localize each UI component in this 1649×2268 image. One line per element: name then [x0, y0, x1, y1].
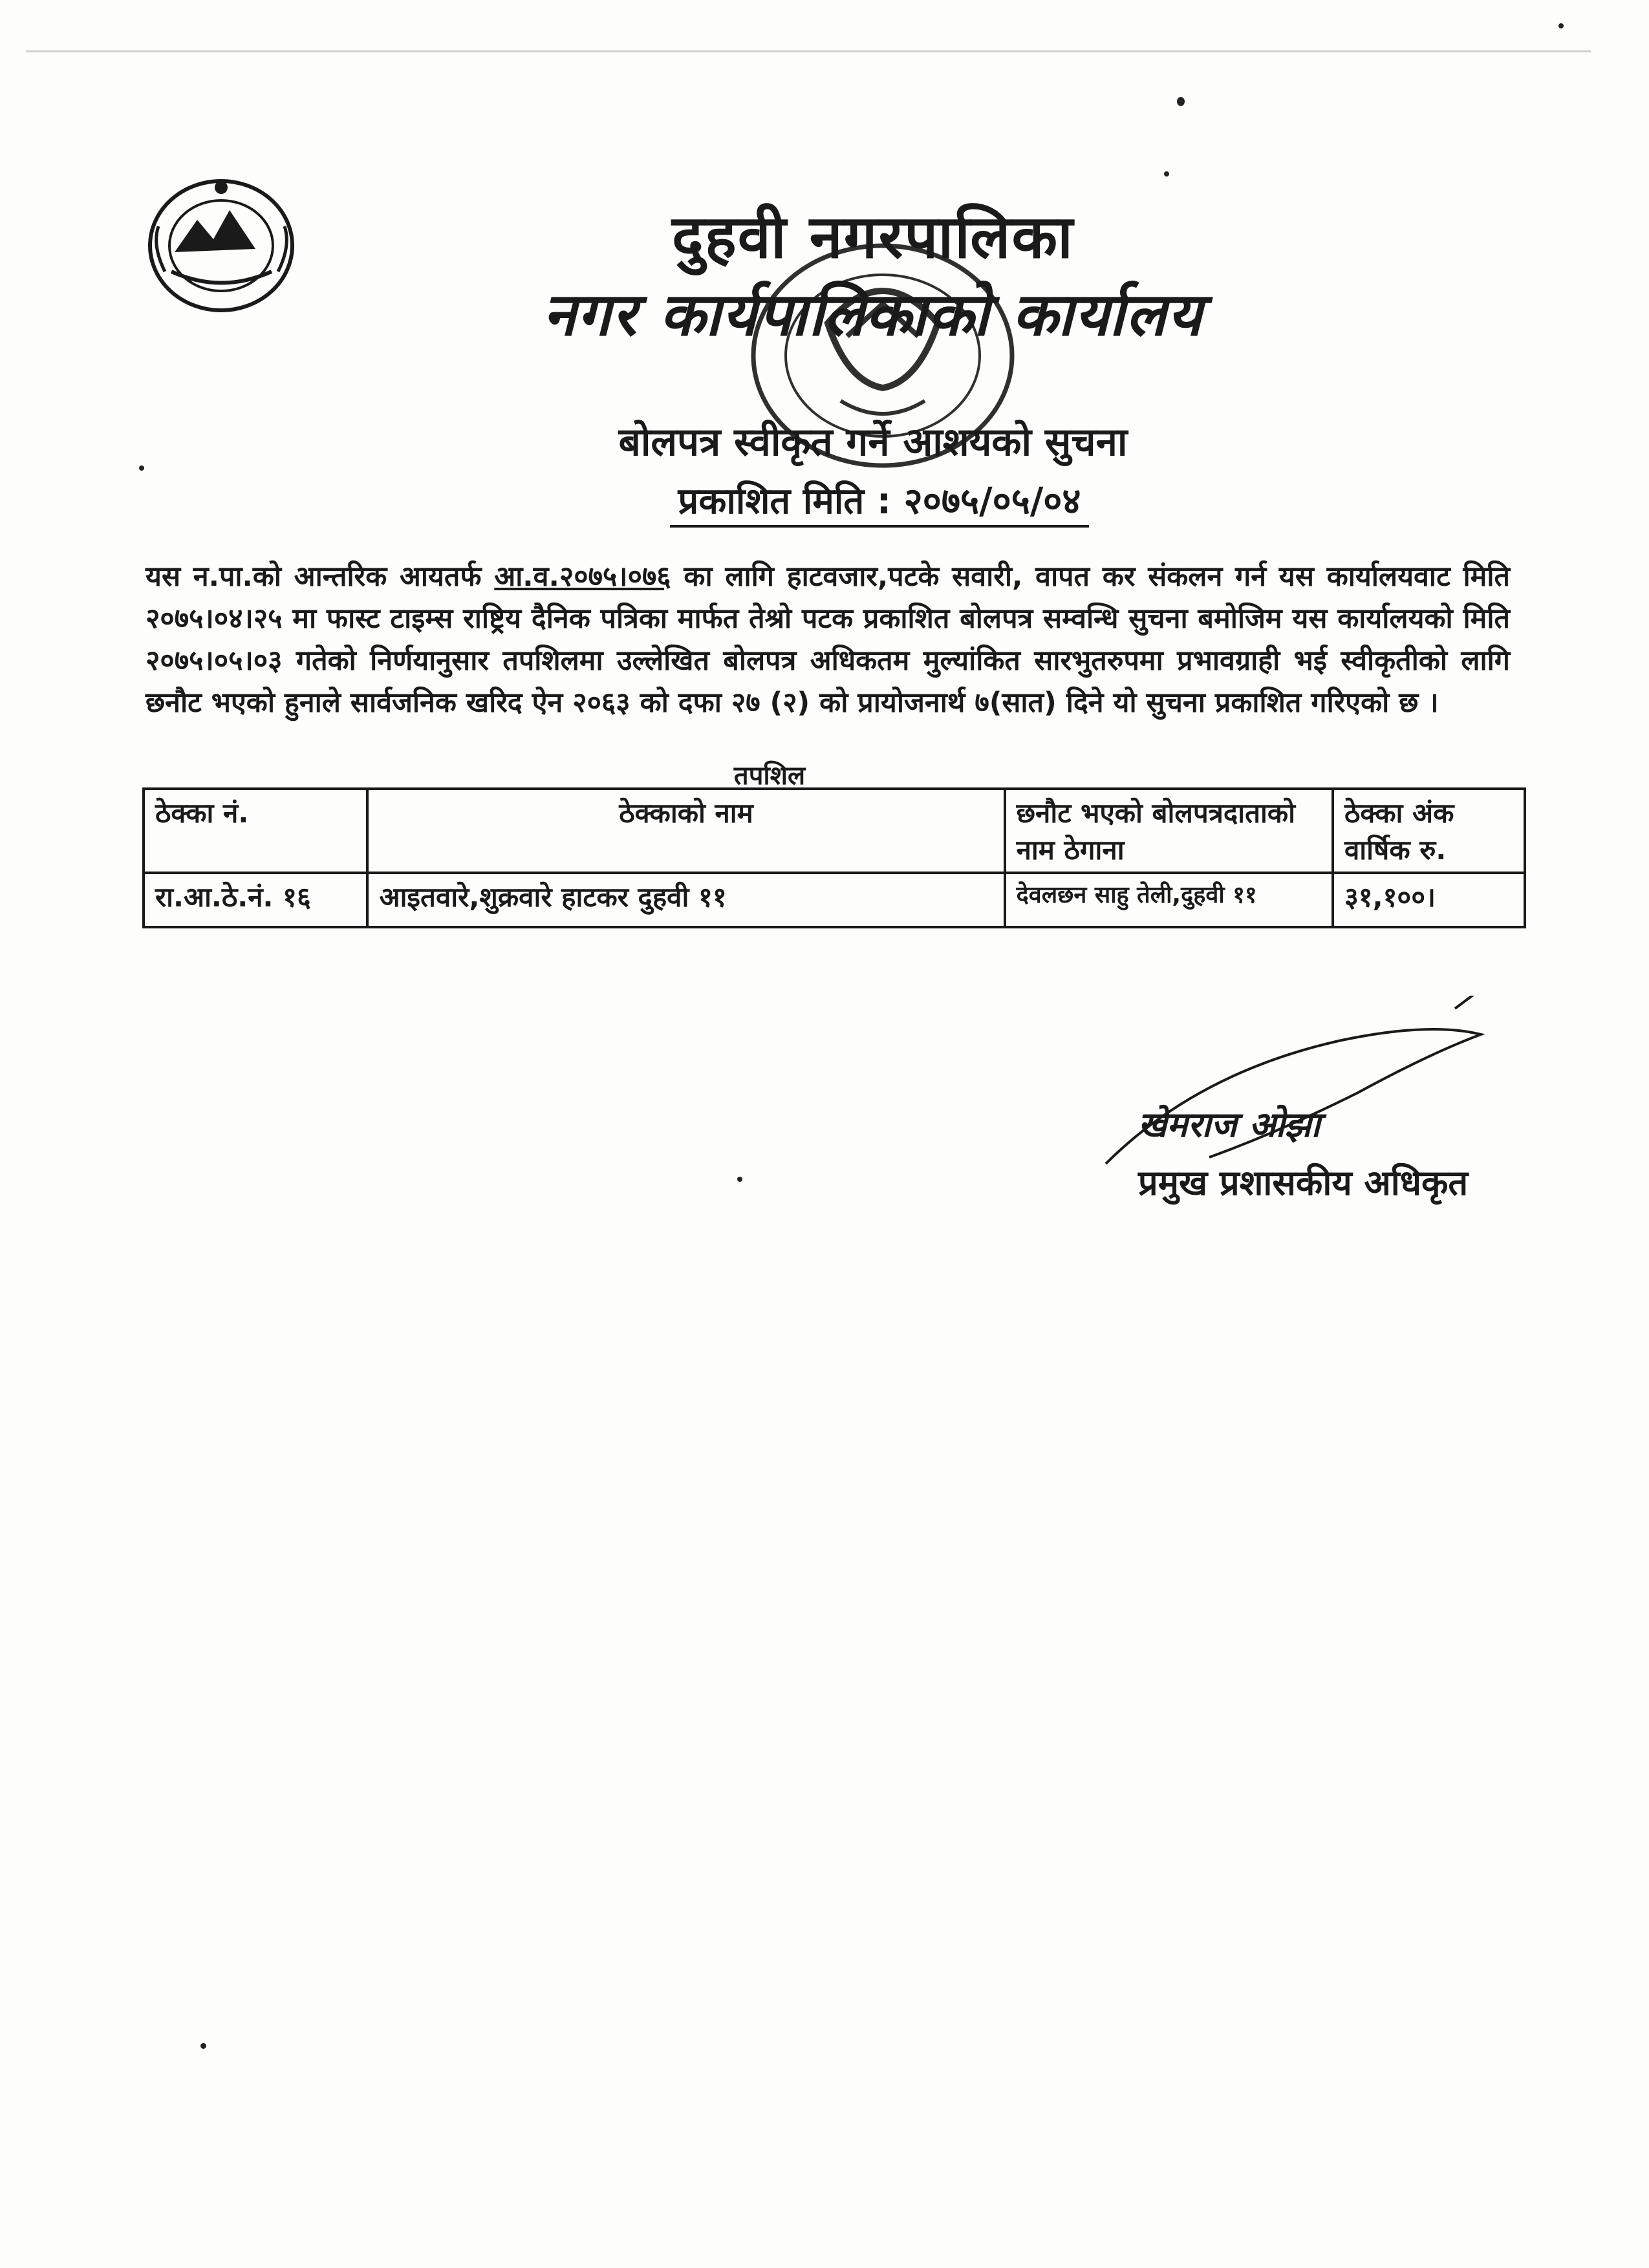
scan-speck	[1164, 171, 1169, 177]
published-date	[634, 475, 1125, 524]
scan-speck	[200, 2043, 206, 2049]
scan-speck	[737, 1177, 742, 1182]
body-text-2: का लागि हाटवजार,पटके सवारी, वापत कर संकलन गर्न यस कार्यालयवाट मिति २०७५।०४।२५ मा फास्ट टाइम्स राष्ट्रिय दैनिक पत्रिका मार्फत तेश्रो पटक प्रकाशित बोलपत्र सम्वन्धि सुचना बमोजिम यस कार्यालयको मिति २०७५।०५।०३ गतेको निर्णयानुसार तपशिलमा उल्लेखित बोलपत्र अधिकतम मुल्यांकित सारभुतरुपमा प्रभावग्राही भई स्वीकृतीको लागि छनौट भएको हुनाले सार्वजनिक खरिद ऐन २०६३ को दफा २७ (२) को प्रायोजनार्थ ७(सात) दिने यो सुचना प्रकाशित गरिएको छ ।	[146, 561, 1510, 719]
signatory-title: प्रमुख प्रशासकीय अधिकृत	[1138, 1162, 1469, 1203]
cell-bidder: देवलछन साहु तेली,दुहवी ११	[1005, 873, 1333, 927]
cell-contract-number: रा.आ.ठे.नं. १६	[144, 873, 367, 927]
scan-speck	[139, 465, 144, 471]
table-header-row	[144, 789, 1525, 873]
scan-speck	[1558, 23, 1564, 28]
scan-edge-line	[26, 50, 1591, 52]
header-contract-name: ठेक्काको नाम	[367, 789, 1004, 873]
government-emblem-icon	[146, 175, 297, 317]
body-text-1: यस न.पा.को आन्तरिक आयतर्फ	[146, 561, 495, 593]
notice-subject: बोलपत्र स्वीकृत गर्ने आशयको सुचना	[618, 420, 1128, 465]
scan-speck	[1177, 97, 1185, 106]
cell-contract-name: आइतवारे,शुक्रवारे हाटकर दुहवी ११	[367, 873, 1004, 927]
cell-amount: ३१,१००।	[1333, 873, 1525, 927]
header-selected-bidder: छनौट भएको बोलपत्रदाताको नाम ठेगाना	[1005, 789, 1333, 873]
contract-table	[142, 787, 1526, 928]
organization-name: दुहवी नगरपालिका	[672, 202, 1074, 272]
header-contract-amount: ठेक्का अंक वार्षिक रु.	[1333, 789, 1525, 873]
header-contract-number: ठेक्का नं.	[144, 789, 367, 873]
table-row	[144, 873, 1525, 927]
signatory-name: खेमराज ओझा	[1138, 1104, 1320, 1145]
fiscal-year: आ.व.२०७५।०७६	[494, 561, 671, 593]
schedule-label: तपशिल	[733, 761, 806, 791]
office-name: नगर कार्यपालिकाको कार्यालय	[543, 280, 1203, 349]
notice-body	[146, 556, 1510, 724]
published-date-text: प्रकाशित मिति : २०७५/०५/०४	[670, 480, 1088, 528]
